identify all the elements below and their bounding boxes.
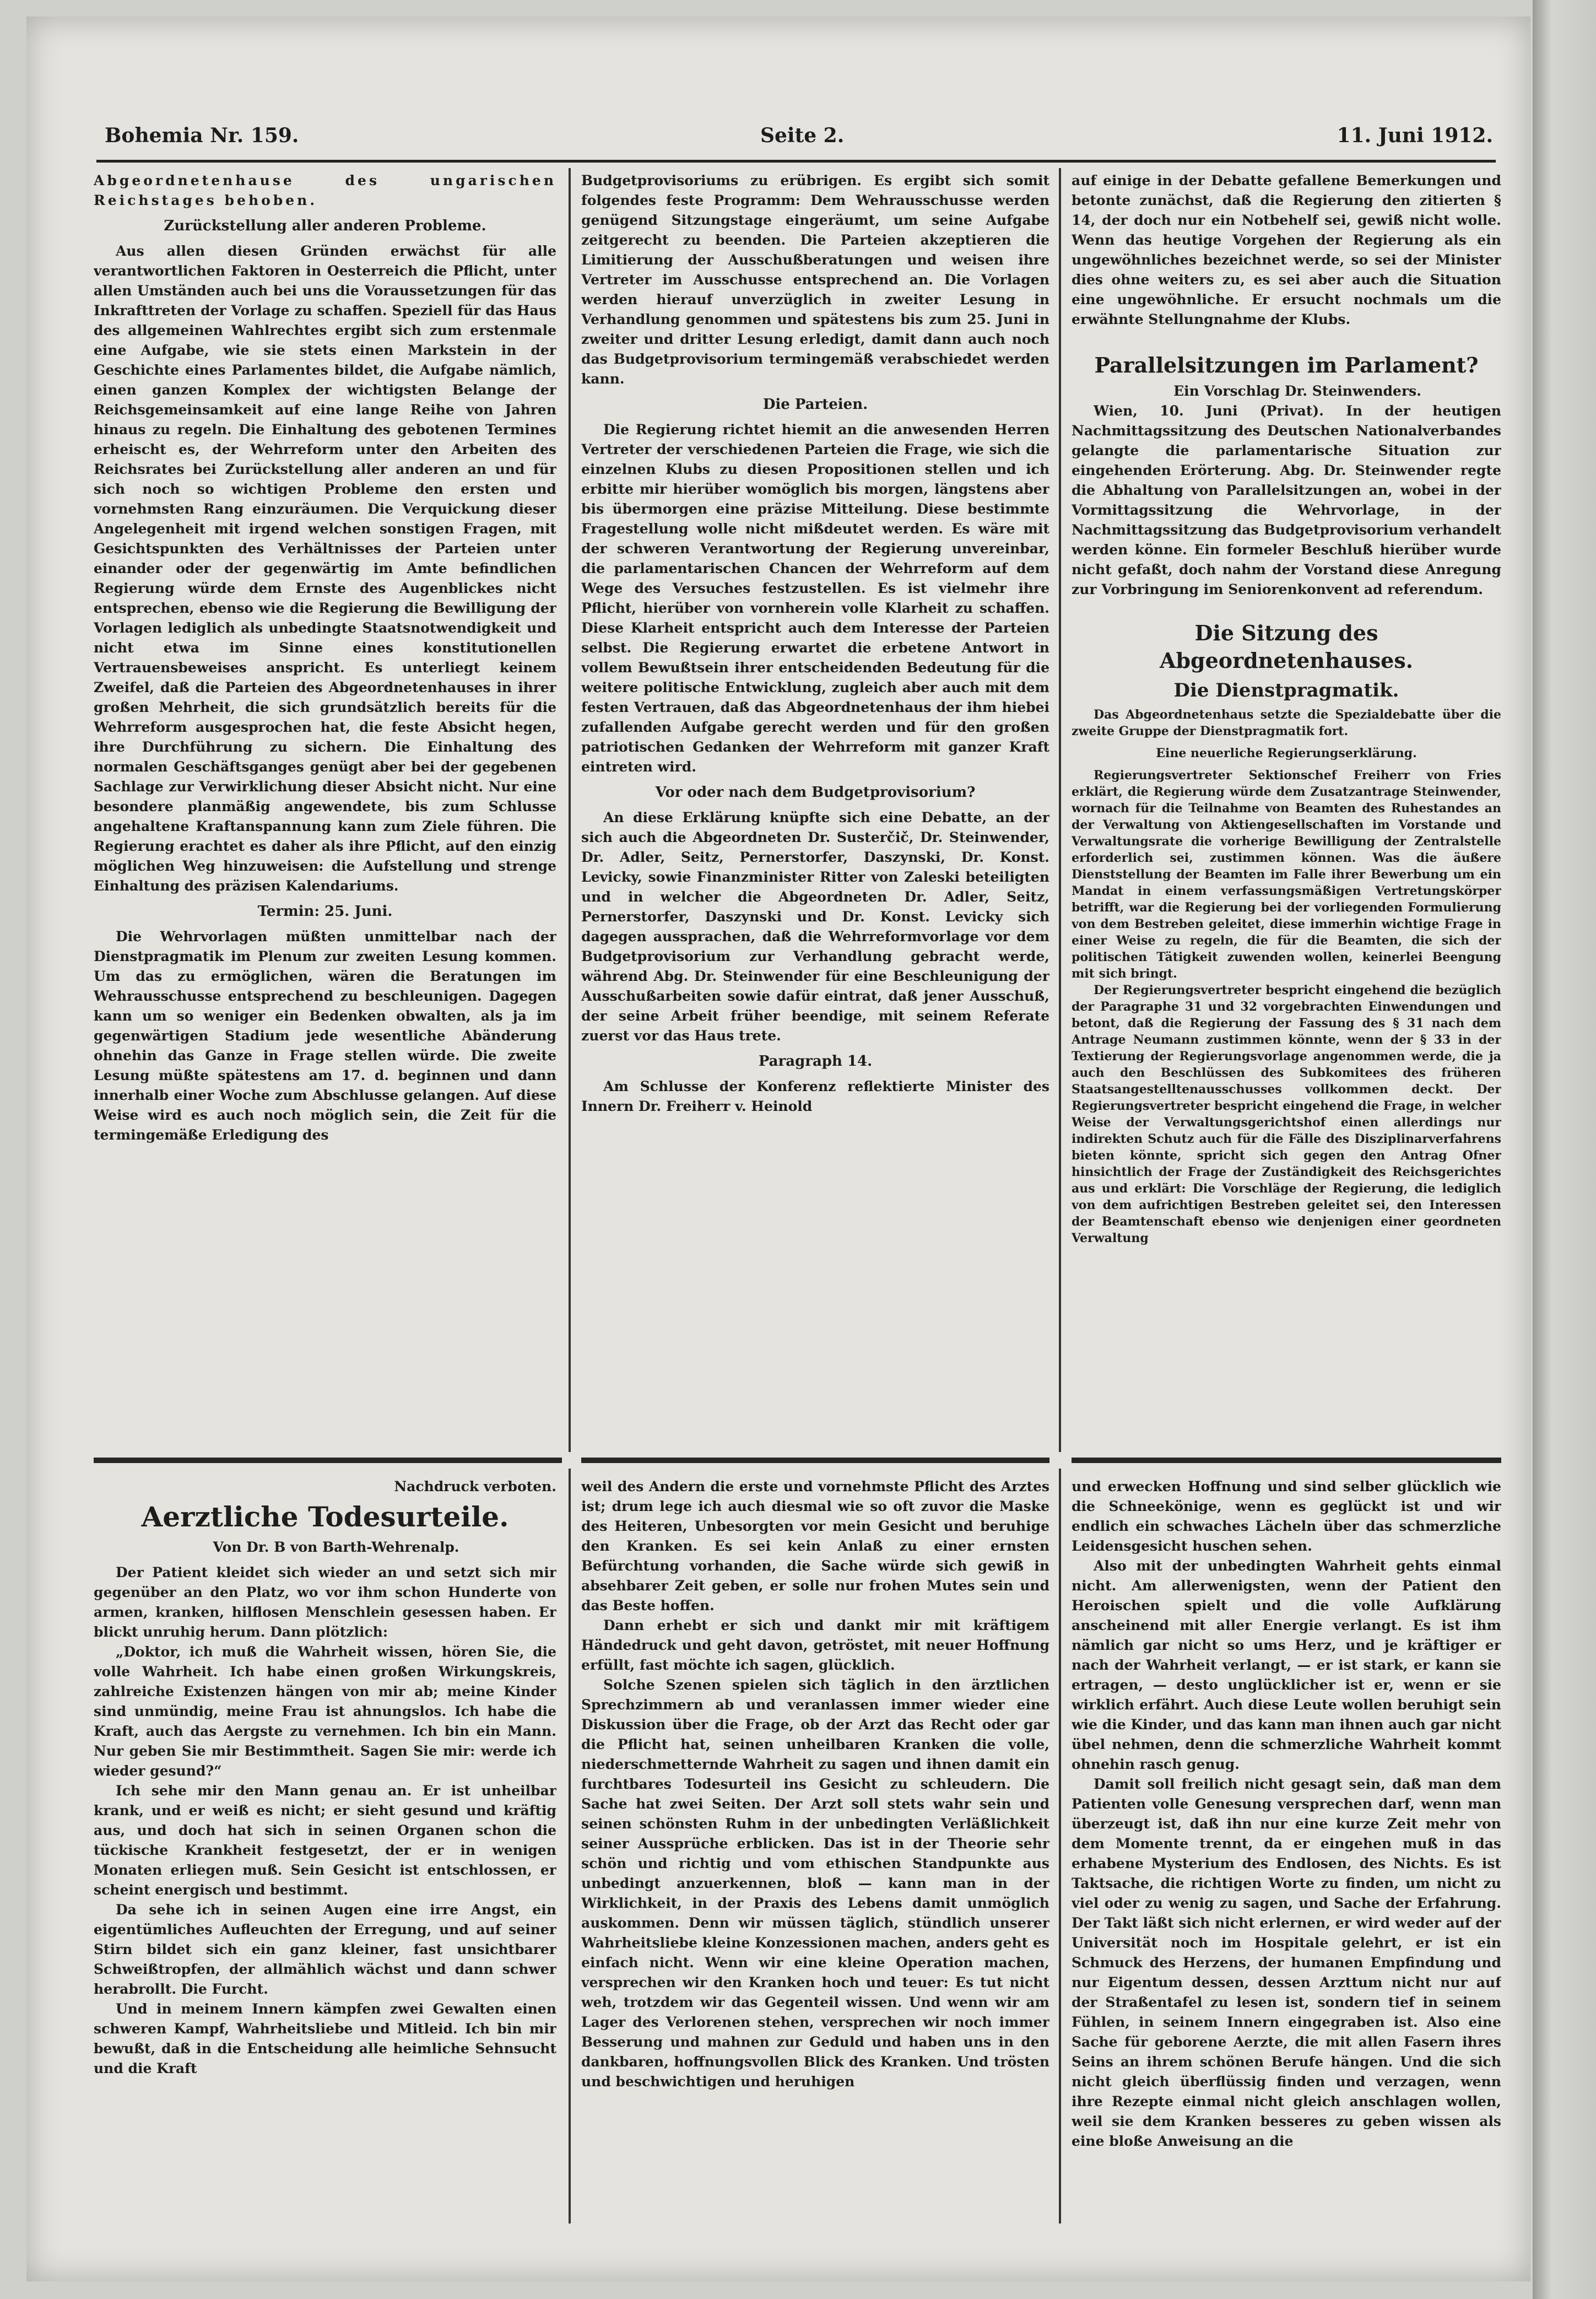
issue-date: 11. Juni 1912. — [1337, 124, 1493, 147]
page-edge — [1533, 0, 1596, 2299]
col3-paragraph: auf einige in der Debatte gefallene Bemerkungen und betonte zunächst, daß die Regierung den zitierten § 14, der doch nur ein Notbehelf sei, gewiß nicht wolle. Wenn das heutige Vorgehen der Regierung als ein ungewöhnliches bezeichnet werde, so sei der Minister dies ohne weiters zu, es sei aber auch die Situation eine ungewöhnliche. Er ersucht nochmals um die erwähnte Stellungnahme der Klubs. — [1072, 172, 1501, 327]
col3-title-sitzung: Die Sitzung des Abgeordnetenhauses. — [1160, 620, 1413, 673]
page-header — [105, 124, 1493, 157]
feuilleton-rule — [581, 1458, 1049, 1463]
feuilleton-paragraph: weil des Andern die erste und vornehmste Pflicht des Arztes ist; drum lege ich auch diesmal wie so oft zuvor die Maske des Heiteren, Unbesorgten vor mein Gesicht und beruhige den Kranken. Es sei kein Anlaß zu einer ernsten Befürchtung vorhanden, die Sache würde sich gewiß in absehbarer Zeit geben, er solle nur frohen Mutes sein und das Beste hoffen. — [581, 1478, 1049, 1613]
feuilleton-paragraph: „Doktor, ich muß die Wahrheit wissen, hören Sie, die volle Wahrheit. Ich habe einen großen Wirkungskreis, zahlreiche Existenzen hängen von mir ab; meine Kinder sind unmündig, meine Frau ist ahnungslos. Ich habe die Kraft, auch das Aergste zu vernehmen. Ich bin ein Mann. Nur geben Sie mir Bestimmtheit. Sagen Sie mir: werde ich wieder gesund?“ — [94, 1644, 556, 1779]
col1-paragraph: Die Wehrvorlagen müßten unmittelbar nach der Dienstpragmatik im Plenum zur zweiten Lesung kommen. Um das zu ermöglichen, wären die Beratungen im Wehrausschusse entsprechend zu beschleunigen. Dagegen kann um so weniger ein Bedenken obwalten, als ja im gegenwärtigen Stadium jede wesentliche Abänderung ohnehin das Ganze in Frage stellen würde. Die zweite Lesung müßte spätestens am 17. d. beginnen und dann innerhalb einer Woche zum Abschlusse gelangen. Auf diese Weise wird es auch noch möglich sein, die Zeit für die termingemäße Erledigung des — [94, 929, 556, 1143]
feuilleton-rule — [94, 1458, 562, 1463]
feuilleton-column-3 — [1072, 1477, 1501, 2226]
col3-title-parallel: Parallelsitzungen im Parlament? — [1094, 353, 1479, 377]
col2-paragraph: Budgetprovisoriums zu erübrigen. Es ergibt sich somit folgendes feste Programm: Dem Wehrausschusse werden genügend Sitzungstage eingeräumt, um seine Aufgabe zeitgerecht zu beenden. Die Parteien akzeptieren die Limitierung der Ausschußberatungen und weisen ihre Vertreter im Ausschusse entsprechend an. Die Vorlagen werden hierauf unverzüglich in zweiter Lesung in Verhandlung genommen und spätestens bis zum 25. Juni in zweiter und dritter Lesung erledigt, damit dann auch noch das Budgetprovisorium termingemäß verabschiedet werden kann. — [581, 172, 1049, 387]
column-divider — [1059, 168, 1061, 1452]
col1-intro: Abgeordnetenhause des ungarischen Reichstages behoben. — [94, 172, 556, 208]
feuilleton-byline: Von Dr. B von Barth-Wehrenalp. — [213, 1539, 459, 1555]
feuilleton-paragraph: Dann erhebt er sich und dankt mir mit kräftigem Händedruck und geht davon, getröstet, mit neuer Hoffnung erfüllt, fast möchte ich sagen, glücklich. — [581, 1617, 1049, 1673]
col2-paragraph: Am Schlusse der Konferenz reflektierte Minister des Innern Dr. Freiherr v. Heinold — [581, 1078, 1049, 1114]
col3-subtitle-dienstpragmatik: Die Dienstpragmatik. — [1173, 679, 1399, 701]
issue-number: Bohemia Nr. 159. — [105, 124, 299, 147]
col3-subtitle: Ein Vorschlag Dr. Steinwenders. — [1173, 383, 1421, 399]
col1-paragraph: Aus allen diesen Gründen erwächst für alle verantwortlichen Faktoren in Oesterreich die Pflicht, unter allen Umständen auch bei uns die Voraussetzungen für das Inkrafttreten der Vorlage zu schaffen. Speziell für das Haus des allgemeinen Wahlrechtes ergibt sich zum erstenmale eine Aufgabe, wie sie stets einen Markstein in der Geschichte eines Parlamentes bildet, die Aufgabe nämlich, einen ganzen Komplex der wichtigsten Belange der Reichsgemeinsamkeit auf eine lange Reihe von Jahren hinaus zu regeln. Die Einhaltung des gebotenen Termines erheischt es, der Wehrreform unter den Arbeiten des Reichsrates bei Zurückstellung aller anderen an und für sich noch so wichtigen Probleme den ersten und vornehmsten Rang einzuräumen. Die Verquickung dieser Angelegenheit mit irgend welchen sonstigen Fragen, mit Gesichtspunkten des Verhältnisses der Parteien unter einander oder der gegenwärtig im Amte befindlichen Regierung würde dem Ernste des Augenblickes nicht entsprechen, ebenso wie die Regierung die Bewilligung der Vorlagen lediglich als unbedingte Staatsnotwendigkeit und nicht etwa im Sinne eines konstitutionellen Vertrauensbeweises anspricht. Es unterliegt keinem Zweifel, daß die Parteien des Abgeordnetenhauses in ihrer großen Mehrheit, die sich grundsätzlich bereits für die Wehrreform ausgesprochen hat, die feste Absicht hegen, ihre Durchführung zu sichern. Die Einhaltung des normalen Geschäftsganges genügt aber bei der gegebenen Sachlage zur Verwirklichung dieser Absicht nicht. Nur eine besondere planmäßig angewendete, bis zum Schlusse angehaltene Kraftanspannung kann zum Ziele führen. Die Regierung erachtet es daher als ihre Pflicht, auf den einzig möglichen Weg hinzuweisen: die Aufstellung und strenge Einhaltung des präzisen Kalendariums. — [94, 243, 556, 894]
col2-paragraph: Die Regierung richtet hiemit an die anwesenden Herren Vertreter der verschiedenen Parteien die Frage, wie sich die einzelnen Klubs zu diesen Propositionen stellen und ich erbitte mir hierüber womöglich bis morgen, längstens aber bis übermorgen eine präzise Mitteilung. Diese bestimmte Fragestellung wolle nicht mißdeutet werden. Es wäre mit der schweren Verantwortung der Regierung unvereinbar, die parlamentarischen Chancen der Wehrreform auf dem Wege des Versuches festzustellen. Es ist vielmehr ihre Pflicht, hierüber von vornherein volle Klarheit zu schaffen. Diese Klarheit entspricht auch dem Interesse der Parteien selbst. Die Regierung erwartet die erbetene Antwort in vollem Bewußtsein ihrer entscheidenden Bedeutung für die weitere politische Entwicklung, zugleich aber auch mit dem festen Vertrauen, daß das Abgeordnetenhaus der ihm hiebei zufallenden Aufgabe gerecht werden und für den großen patriotischen Gedanken der Wehrreform mit ganzer Kraft eintreten wird. — [581, 422, 1049, 775]
column-1 — [94, 171, 556, 1438]
feuilleton-column-2 — [581, 1477, 1049, 2226]
column-divider — [569, 168, 571, 1452]
col3-paragraph: Wien, 10. Juni (Privat). In der heutigen Nachmittagssitzung des Deutschen Nationalverbandes gelangte die parlamentarische Situation zur eingehenden Erörterung. Abg. Dr. Steinwender regte die Abhaltung von Parallelsitzungen an, wobei in der Vormittagssitzung die Wehrvorlage, in der Nachmittagssitzung das Budgetprovisorium verhandelt werden könne. Ein formeler Beschluß hierüber wurde nicht gefaßt, doch nahm der Vorstand diese Anregung zur Vorbringung im Seniorenkonvent ad referendum. — [1072, 403, 1501, 597]
feuilleton-rule — [1072, 1458, 1501, 1463]
col2-paragraph: An diese Erklärung knüpfte sich eine Debatte, an der sich auch die Abgeordneten Dr. Susterčič, Dr. Steinwender, Dr. Adler, Seitz, Pernerstorfer, Daszynski, Dr. Konst. Levicky, sowie Finanzminister Ritter von Zaleski beteiligten und in welcher die Abgeordneten Dr. Adler, Seitz, Pernerstorfer, Daszynski und Dr. Konst. Levicky sich dagegen aussprachen, daß die Wehrreformvorlage vor dem Budgetprovisorium zur Verhandlung gebracht werde, während Abg. Dr. Steinwender für eine Beschleunigung der Ausschußarbeiten sowie dafür eintrat, daß jener Ausschuß, der seine Arbeit früher beendige, mit seinem Referate zuerst vor das Haus trete. — [581, 809, 1049, 1044]
feuilleton-paragraph: Ich sehe mir den Mann genau an. Er ist unheilbar krank, und er weiß es nicht; er sieht gesund und kräftig aus, und doch hat sich in seinen Organen schon die tückische Krankheit festgesetzt, der er in wenigen Monaten erliegen muß. Sein Gesicht ist entschlossen, er scheint energisch und bestimmt. — [94, 1783, 556, 1898]
col1-heading: Zurückstellung aller anderen Probleme. — [164, 218, 486, 234]
column-2 — [581, 171, 1049, 1438]
col2-heading-paragraph14: Paragraph 14. — [758, 1053, 873, 1070]
feuilleton-paragraph: Da sehe ich in seinen Augen eine irre Angst, ein eigentümliches Aufleuchten der Erregung, und auf seiner Stirn bildet sich ein ganz kleiner, fast unsichtbarer Schweißtropfen, der allmählich wächst und dann schwer herabrollt. Die Furcht. — [94, 1902, 556, 1997]
page-number: Seite 2. — [760, 124, 845, 147]
col2-heading-parteien: Die Parteien. — [762, 396, 868, 413]
column-divider — [1059, 1469, 1061, 2224]
column-divider — [569, 1469, 571, 2224]
col3-paragraph: Regierungsvertreter Sektionschef Freiherr von Fries erklärt, die Regierung würde dem Zusatzantrage Steinwender, wornach für die Teilnahme von Beamten des Ruhestandes an der Verwaltung von Aktiengesellschaften im Vorstande und Verwaltungsrate die vorherige Bewilligung der Zentralstelle erforderlich sei, zustimmen können. Was die äußere Dienststellung der Beamten im Falle ihrer Bewerbung um ein Mandat in einem verfassungsmäßigen Vertretungskörper betrifft, war die Regierung bei der vorliegenden Formulierung von dem Bestreben geleitet, diese immerhin wichtige Frage in einer Weise zu regeln, die für die Beamten, die sich der politischen Tätigkeit zuwenden wollen, keinerlei Beengung mit sich bringt. — [1072, 768, 1501, 981]
feuilleton-paragraph: Der Patient kleidet sich wieder an und setzt sich mir gegenüber an den Platz, wo vor ihm schon Hunderte von armen, kranken, hilflosen Menschlein gesessen haben. Er blickt unruhig herum. Dann plötzlich: — [94, 1564, 556, 1640]
feuilleton-paragraph: Und in meinem Innern kämpfen zwei Gewalten einen schweren Kampf, Wahrheitsliebe und Mitleid. Ich bin mir bewußt, daß in die Entscheidung alle heimliche Sehnsucht und die Kraft — [94, 2001, 556, 2076]
col3-paragraph: Der Regierungsvertreter bespricht eingehend die bezüglich der Paragraphe 31 und 32 vorgebrachten Einwendungen und betont, daß die Regierung der Fassung des § 31 nach dem Antrage Neumann zustimmen könnte, wenn der § 33 in der Textierung der Regierungsvorlage angenommen werde, die ja auch den Beschlüssen des Subkomitees des früheren Staatsangestelltenausschusses vollkommen deckt. Der Regierungsvertreter bespricht eingehend die Frage, in welcher Weise der Verwaltungsgerichtshof einen allerdings nur indirekten Schutz auch für die Fälle des Disziplinarverfahrens bieten könnte, spricht sich gegen den Antrag Ofner hinsichtlich der Frage der Zuständigkeit des Reichsgerichtes aus und erklärt: Die Vorschläge der Regierung, die lediglich von dem aufrichtigen Bestreben geleitet sei, den Interessen der Beamtenschaft ebenso wie denjenigen einer geordneten Verwaltung — [1072, 983, 1501, 1245]
feuilleton-paragraph: Solche Szenen spielen sich täglich in den ärztlichen Sprechzimmern ab und veranlassen immer wieder eine Diskussion über die Frage, ob der Arzt das Recht oder gar die Pflicht hat, seinen unheilbaren Kranken die volle, niederschmetternde Wahrheit zu sagen und ihnen damit ein furchtbares Todesurteil ins Gesicht zu schleudern. Die Sache hat zwei Seiten. Der Arzt soll stets wahr sein und seinen schönsten Ruhm in der unbedingten Verläßlichkeit seiner Aussprüche erblicken. Das ist in der Theorie sehr schön und richtig und vom ethischen Standpunkte aus unbedingt anzuerkennen, bloß — kann man in der Wirklichkeit, in der Praxis des Lebens damit unmöglich auskommen. Denn wir müssen täglich, stündlich unserer Wahrheitsliebe kleine Konzessionen machen, anders geht es einfach nicht. Wenn wir eine kleine Operation machen, versprechen wir den Kranken hoch und teuer: Es tut nicht weh, trotzdem wir das Gegenteil wissen. Und wenn wir am Lager des Verlorenen stehen, versprechen wir noch immer Besserung und mahnen zur Geduld und haben uns in den dankbaren, hoffnungsvollen Blick des Kranken. Und trösten und beschwichtigen und heruhigen — [581, 1677, 1049, 2090]
column-3 — [1072, 171, 1501, 1438]
feuilleton-paragraph: und erwecken Hoffnung und sind selber glücklich wie die Schneekönige, wenn es geglückt ist und wir endlich ein schwaches Lächeln über das schmerzliche Leidensgesicht huschen sehen. — [1072, 1478, 1501, 1554]
header-rule — [96, 160, 1496, 163]
col1-heading-termin: Termin: 25. Juni. — [257, 903, 393, 920]
col2-heading-budget: Vor oder nach dem Budgetprovisorium? — [655, 784, 976, 801]
col3-heading-erklaerung: Eine neuerliche Regierungserklärung. — [1156, 746, 1417, 760]
feuilleton-paragraph: Damit soll freilich nicht gesagt sein, daß man dem Patienten volle Genesung versprechen darf, wenn man überzeugt ist, daß ihn nur eine kurze Zeit mehr von dem Momente trennt, da er eingehen muß in das erhabene Mysterium des Endlosen, des Nichts. Es ist Taktsache, die richtigen Worte zu finden, um nicht zu viel oder zu wenig zu sagen, und Sache der Erfahrung. Der Takt läßt sich nicht erlernen, er wird weder auf der Universität noch im Hospitale gelehrt, er ist ein Schmuck des Herzens, der humanen Empfindung und nur Eigentum dessen, dessen Arzttum nicht nur auf der Straßentafel zu lesen ist, sondern tief in seinem Fühlen, in seinem Innern eingegraben ist. Also eine Sache für geborene Aerzte, die mit allen Fasern ihres Seins an ihrem schönen Berufe hängen. Und die sich nicht gleich überflüssig finden und verzagen, wenn ihre Rezepte einmal nicht gleich anschlagen wollen, weil sie dem Kranken besseres zu geben wissen als eine bloße Anweisung an die — [1072, 1776, 1501, 2149]
col3-paragraph: Das Abgeordnetenhaus setzte die Spezialdebatte über die zweite Gruppe der Dienstpragmatik fort. — [1072, 708, 1501, 738]
feuilleton-title: Aerztliche Todesurteile. — [141, 1501, 509, 1533]
feuilleton-paragraph: Also mit der unbedingten Wahrheit gehts einmal nicht. Am allerwenigsten, wenn der Patient den Heroischen spielt und die volle Aufklärung anscheinend mit aller Energie verlangt. Es ist ihm nämlich gar nicht so ums Herz, und je kräftiger er nach der Wahrheit verlangt, — er ist stark, er kann sie ertragen, — desto unglücklicher ist er, wenn er sie wirklich erfährt. Auch diese Leute wollen beruhigt sein wie die Kinder, und das kann man ihnen auch gar nicht übel nehmen, denn die schmerzliche Wahrheit kommt ohnehin rasch genug. — [1072, 1558, 1501, 1772]
feuilleton-column-1 — [94, 1477, 556, 2226]
reprint-notice: Nachdruck verboten. — [394, 1478, 556, 1494]
